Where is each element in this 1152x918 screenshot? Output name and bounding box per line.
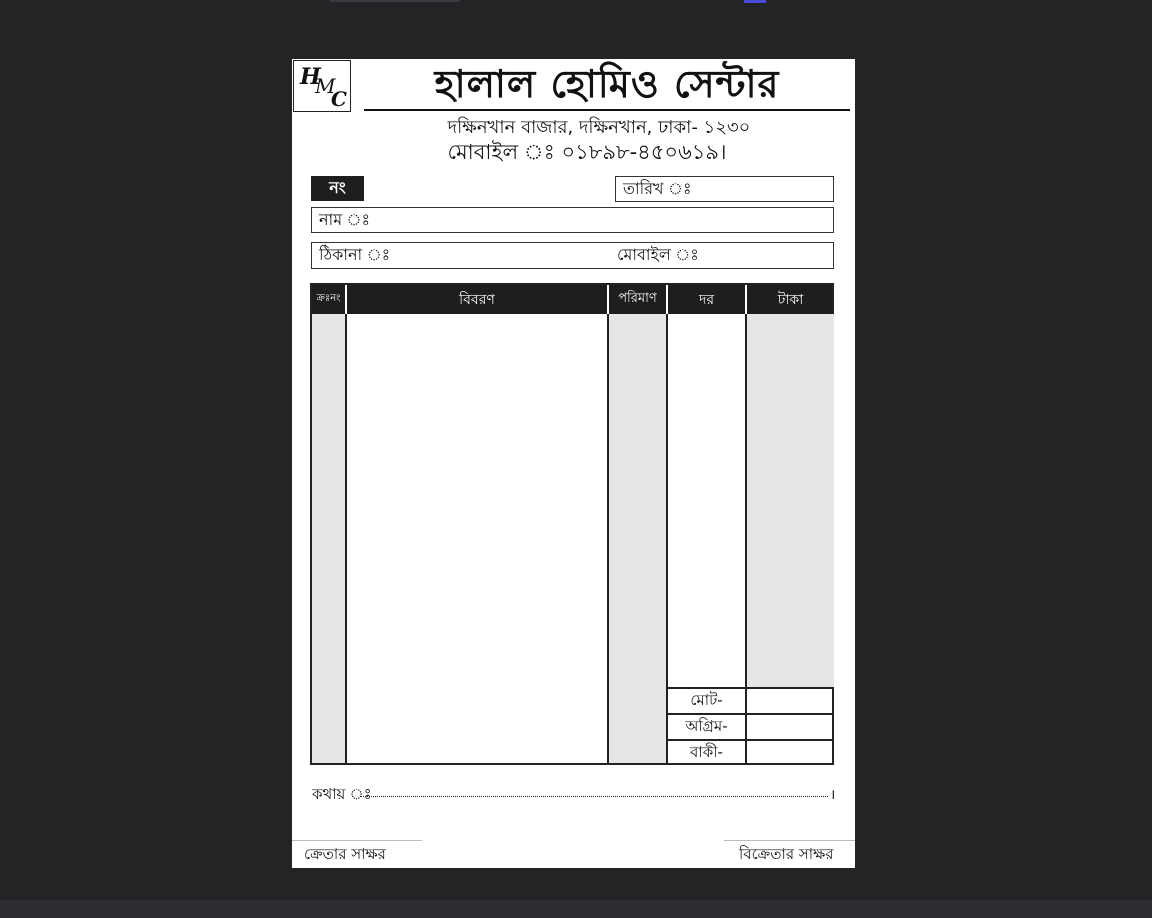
address-label: ঠিকানা ঃ [319, 245, 391, 264]
buyer-signature-label: ক্রেতার সাক্ষর [304, 845, 386, 863]
in-words-line[interactable] [360, 796, 828, 797]
seller-signature-label: বিক্রেতার সাক্ষর [739, 845, 834, 863]
date-label: তারিখ ঃ [623, 178, 692, 198]
in-words-end-mark: । [830, 787, 836, 803]
header-amount: টাকা [777, 291, 804, 308]
address-mobile-field[interactable] [311, 242, 834, 269]
total-label: মোট- [668, 689, 747, 713]
memo-number-label: নং [311, 176, 364, 201]
items-table [310, 283, 834, 765]
amount-column[interactable] [747, 314, 834, 687]
header-serial: ক্রঃনং [316, 293, 341, 304]
in-words-label: কথায় ঃ [312, 785, 372, 803]
total-row[interactable] [666, 687, 834, 713]
bottom-strip [0, 900, 1152, 918]
date-field[interactable] [615, 176, 834, 202]
rate-column[interactable] [668, 314, 747, 687]
header-description: বিবরণ [459, 291, 495, 308]
shop-phone: মোবাইল ঃ ০১৮৯৮-৪৫০৬১৯। [447, 140, 727, 164]
header-quantity: পরিমাণ [618, 291, 657, 306]
description-column[interactable] [347, 314, 609, 763]
advance-row[interactable] [666, 713, 834, 739]
title-underline [364, 109, 850, 111]
due-row[interactable] [666, 739, 834, 763]
hmc-logo: H M C [293, 60, 351, 112]
shop-address: দক্ষিনখান বাজার, দক্ষিনখান, ঢাকা- ১২৩০ [447, 117, 751, 138]
advance-label: অগ্রিম- [668, 715, 747, 739]
name-label: নাম ঃ [319, 209, 371, 229]
table-header [312, 285, 832, 314]
shop-name: হালাল হোমিও সেন্টার [434, 62, 780, 106]
top-edge-accent [744, 0, 766, 3]
buyer-signature-line [292, 840, 422, 841]
memo-sheet [292, 59, 855, 868]
serial-column[interactable] [312, 314, 347, 763]
header-rate: দর [698, 291, 715, 308]
top-edge-fragment [330, 0, 460, 2]
name-field[interactable] [311, 207, 834, 233]
due-label: বাকী- [668, 741, 747, 765]
seller-signature-line [724, 840, 855, 841]
quantity-column[interactable] [609, 314, 668, 763]
mobile-label: মোবাইল ঃ [617, 245, 699, 264]
